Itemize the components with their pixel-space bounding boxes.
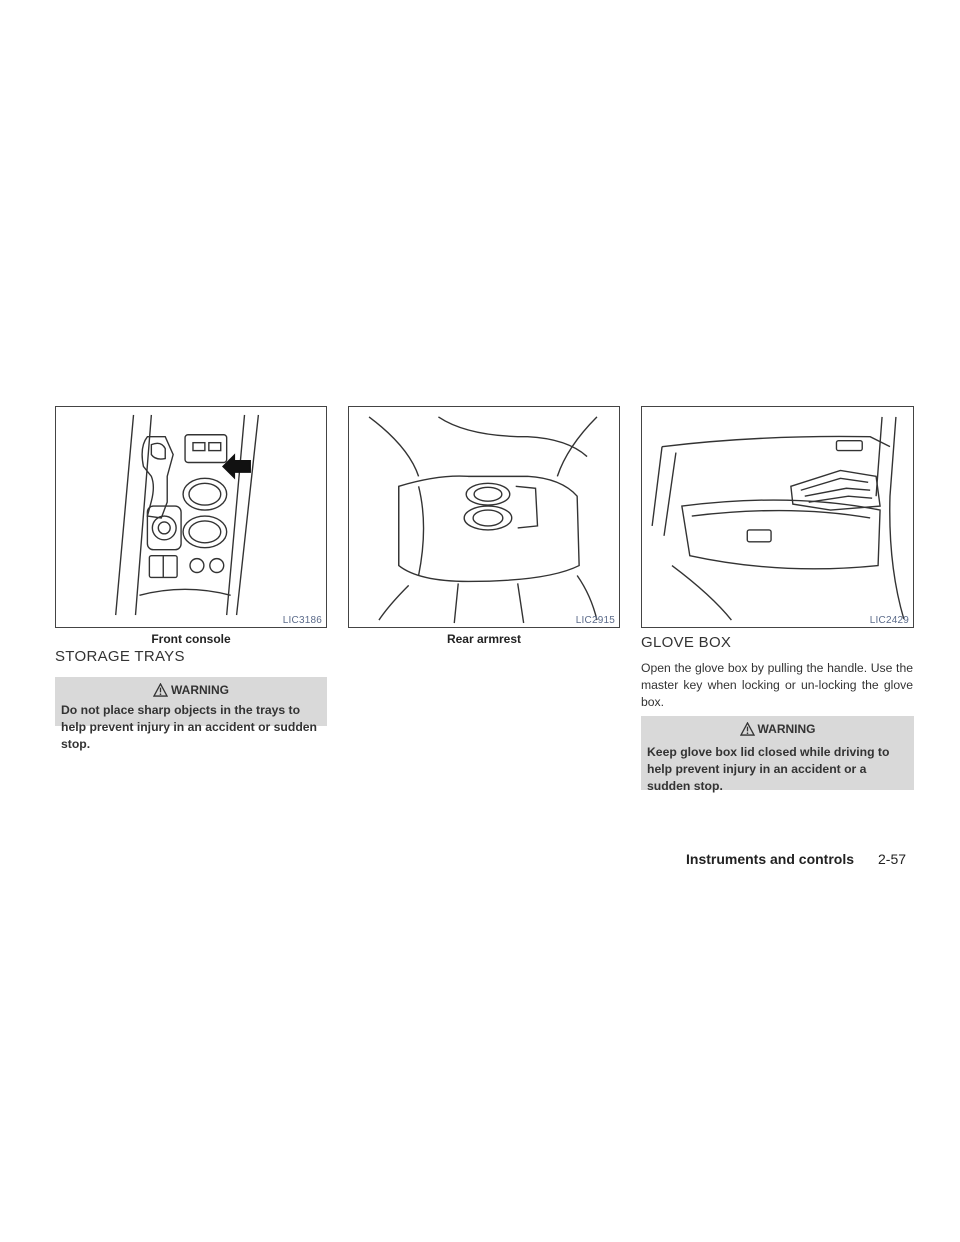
warning-triangle-icon: [153, 683, 168, 697]
warning-body-glove-box: Keep glove box lid closed while driving to help prevent injury in an accident or a sudden stop.: [647, 745, 890, 793]
front-console-illustration: [56, 407, 326, 627]
figure-front-console: [55, 406, 327, 628]
footer-section-title: Instruments and controls: [686, 851, 855, 867]
warning-title: [647, 722, 908, 736]
rear-armrest-illustration: [349, 407, 619, 627]
warning-box-glove-box: [641, 716, 914, 793]
figure-rear-armrest: [348, 406, 620, 628]
glove-box-illustration: [642, 407, 913, 627]
figure-caption-front-console: Front console: [151, 632, 231, 646]
footer-page-number: 2-57: [878, 851, 907, 867]
figure-code: LIC2429: [869, 615, 909, 626]
section-heading-glove-box: GLOVE BOX: [641, 634, 732, 651]
warning-title-text: WARNING: [171, 683, 229, 697]
figure-glove-box: [641, 406, 914, 628]
figure-caption-rear-armrest: Rear armrest: [446, 632, 522, 646]
glove-box-paragraph: Open the glove box by pulling the handle. Use the master key when locking or un-locking the glove box.: [641, 661, 913, 709]
figure-code: LIC2915: [575, 615, 615, 626]
figure-code: LIC3186: [282, 615, 322, 626]
warning-title: [61, 683, 321, 697]
warning-body-storage-trays: Do not place sharp objects in the trays to help prevent injury in an accident or sudden stop.: [61, 703, 317, 751]
warning-triangle-icon: [740, 722, 755, 736]
section-heading-storage-trays: STORAGE TRAYS: [55, 648, 185, 665]
warning-title-text: WARNING: [757, 722, 816, 736]
